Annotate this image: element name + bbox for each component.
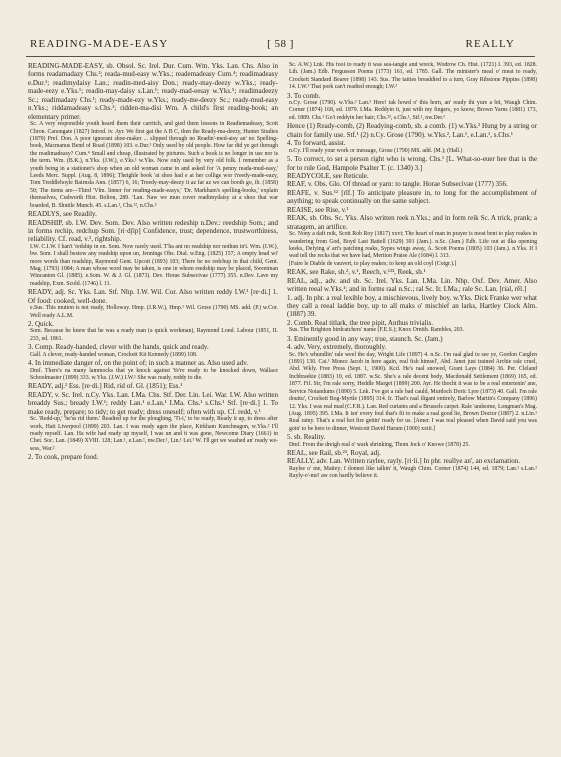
entry-quotation: I.W. C.I.W. I han't 'redship in en. Som. Now rarely used. T'ha ant no readship nor nothun in't. Wm. (I.W.), bw. Som. I shall bestow any readship upon un, Jennings Obs. Dial. w.Eng. (1825) 157; A empty head wi' more words than readship, Raymond Gent. Upcott (1893) 103; There be no redchup in that child, Gent. Mag. (1793) 1084; A man whose word may be taken, is one in whom reedship may be placed, Sweetman Wincanton Gl. (1885). e.Som. W. & J. Gl. (1873). Dev. Horae Subsecivae (1777) 355. n.Dev. Lave my readship, Exm. Scold. (1746) l. 11. xyxy=(30,243,278,287)
entry-quotation: Sus. The Brighton birdcatchers' name (F.E.S.); Knox Ornith. Rambles, 203. xyxy=(289,327,465,334)
entry-quotation: Raylee o' me, Mattey; I donnot like talkin' it, Waugh Chim. Corner (1874) 144, ed. 1879; Lan.¹ s.Lan.¹ Rayly-o'-me! aw con hardly believe it. xyxy=(289,465,537,480)
dictionary-entry: REAFE, v. Sus.¹² [rīf.] To anticipate pleasure in, to long for the accomplishment of anything; to speak continually on the same subject. xyxy=(287,188,537,206)
header-page-number: [ 58 ] xyxy=(267,38,294,50)
dictionary-entry: READY, adj. Sc. Yks. Lan. Stf. Nhp. I.W. Wil. Cor. Also written reddy I.W.¹ [re·di.] 1. Of food: cooked, well-done. xyxy=(28,288,278,305)
dictionary-entry: 4. adv. Very, extremely, thoroughly. xyxy=(287,343,387,352)
dictionary-entry: READING-MADE-EASY, sb. Obsol. Sc. Irel. Dur. Cum. Wm. Yks. Lan. Chs. Also in forms readamadazy Chs.²; reada-mud-easy w.Yks.; reademadeasy Cum.⁴; readimadeasy e.Dur.¹; readimydaisy Lan.; readin-med-aisy Don.; ready-may-deezy w.Yks.; ready-made-eezy e.Yks.¹; readin-may-daisy s.Lan.¹; ready-mad-eesay w.Yks.⁵; readimadeezy Sc.; readimadazy Chs.¹; ready-made-ezy w.Yks.; ready-me-deezy Sc.; ready-mud-easy n.Yks.; riddamadeasy s.Chs.¹; ridden-ma-disi Wm. A child's first reading-book; an elementary primer. xyxy=(28,62,278,121)
right-column xyxy=(287,62,537,748)
dictionary-entry: Hence (1) Ready-comb, (2) Readying-comb, sb. a comb. (1) w.Yks.² Hung by a string or chain for family use. Stf.¹ (2) n.Cy. Grose (1790). w.Yks.², Lan.¹, e.Lan.¹, s.Chs.¹ xyxy=(287,122,537,139)
header-left-headword: READING-MADE-EASY xyxy=(30,38,169,50)
header-right-headword: REALLY xyxy=(465,38,515,50)
dictionary-entry: 2. Comb. Real titlark, the tree pipit, Anthus trivialis. xyxy=(287,318,434,327)
dictionary-entry: READY, adj.² Ess. [re·di.] Rid, rid of. Gl. (1851); Ess.¹ xyxy=(28,382,183,391)
entry-quotation: Sc. He's whundlin' rale weel the day, Wright Life (1897) 4. n.Sc. I'm raal glad to see ye, Gordon Carglen (1891) 130. Cai.¹ Monce Jacob in here again, real fish himsel', Abd. Janet just trained Archie rale cruel, Abd. Wkly. Free Press (Sept. 1, 1900). Kcd. He's raal snowed, Grant Lays (1884) 36. Per. Cleland Inchbraekie (1883) 10, ed. 1887. w.Sc. She's a rale decent body, Macdonald Settlement (1869) 165, ed. 1877. Fif. Sir, I'm rale sorry, Heddle Marget (1899) 200. Ayr. He thocht it was to be a real entertenin' ane, Service Notandums (1890) 5. Lnk. I've got a rale bad cauld, Murdoch Doric Lyre (1873) 40. Gall. I'm rale douttu', Crockett Bog-Myrtle (1895) 314. Ir. That's raal iligant entirely, Barlow Martin's Company (1896) 12. Yks. I was real mad (C.F.R.). Lan. Red curtains and a Brussels carpet. Rale 'andsome, Longman's Mag. (Aug. 1895) 395. I.Ma. It isn' every foul that's fit to make a raal good lie, Brown Doctor (1887) 2. n.Lin.¹ Real rainy. That's a real hot fire gettin' ready for us. [Amer. I was real pleased when David said you was goin' to be here to dinner, Westcott David Harum (1900) xxiii.] xyxy=(289,351,537,432)
running-header xyxy=(26,38,535,56)
dictionary-entry: REAL, adj., adv. and sb. Sc. Irel. Yks. Lan. I.Ma. Lin. Nhp. Oxf. Dev. Amer. Also written reeal w.Yks.¹; and in forms raal n.Sc.; ral Sc. Ir. I.Ma.; rale Sc. Lan. [rial, rēl.] xyxy=(287,276,537,294)
dictionary-entry: 5. sb. Reality. xyxy=(287,433,326,442)
entry-quotation: Sc. Nony a daft reik, Scott Rob Roy (1817) xxvi; The heart of man in prayer is most bent to play reakes in wandering from God, Boyd Last Battell (1629) 391 (Jam.). n.Sc. (Jam.) Edb. Life out at ilka opening keeks, Defying a' art's patching reaks, Sypes wings away, A. Scott Poems (1805) 103 (Jam.). n.Yks. If I wad tell the recks that we have had, Meriton Praise Ale (1684) l. 313. xyxy=(289,231,537,260)
dictionary-entry: 5. To correct, to set a person right who is wrong. Chs.¹ [L. What-so-euer hee that is the for to rule God, Hampole Psalter T. (c. 1340) 3.] xyxy=(287,155,537,172)
entry-quotation: Dmf. There's na many lammocks that ye knock against Ye're ready to be knocked down, Wallace Schoolmaster (1899) 333. w.Yks. (J.W.) I.W.¹ She was ready, reddy to die. xyxy=(30,367,278,381)
entry-quotation: Sc. A.W.) Lnk. His fool to ready it was sea-tangle and wreck, Wodrow Ch. Hist. (1721) I. 393, ed. 1828. Lth. (Jam.) Edb. Fergusson Poems (1773) 161, ed. 1785. Gall. The minister's meal o' meat to ready, Crockett Standard Bearer (1898) 143. Sus. The tatties breaddied to a turn, Gray Ribstone Pippins (1898) 14. I.W.¹ That pork can't readied enough; I.W.² xyxy=(289,62,537,91)
dictionary-entry: 2. Quick. xyxy=(28,320,54,329)
entry-quotation: Gall. A clever, ready-handed woman, Crockett Kit Kennedy (1899) 108. xyxy=(30,351,198,358)
entry-quotation: Dmf. From the dreigh real o' wark shrinking, Thom Jock o' Knowe (1878) 25. xyxy=(289,441,470,448)
dictionary-entry: REAL, see Rail, sb.²³, Royal, adj. xyxy=(287,448,381,457)
entry-quotation: [Faire le Diable de vauvert, to play reakes; to keep an old coyl (Cotgr.).] xyxy=(289,260,457,267)
dictionary-entry: 3. Eminently good in any way; true, staunch. Sc. (Jam.) xyxy=(287,334,443,343)
dictionary-entry: 2. To cook, prepare food. xyxy=(28,453,99,462)
left-column xyxy=(28,62,278,748)
dictionary-entry: READY, v. Sc. Irel. n.Cy. Yks. Lan. I.Ma. Chs. Stf. Der. Lin. Lei. War. I.W. Also written breaddy Sus.; bready I.W.¹; reddy Lan.¹ e.Lan.¹ I.Ma. Chs.¹ s.Chs.¹ Stf. [re·di.] 1. To make ready, prepare; to tidy; to get ready; dress oneself; often with up. Cf. redd, v.¹ xyxy=(28,390,278,416)
entry-quotation: e.Sus. This mutton is not ready, Holloway. Hmp. (J.R.W.), Hmp.¹ Wil. Grose (1790) MS. add. (P.) w.Cor. Well ready A.L.M. xyxy=(30,305,278,319)
entry-quotation: Sc. 'Redd-up,' 'he'ss rid them.' Readied up for the ploughing, 'Ti-i,' to be ready, Ready it up, to dress after work, Hatt Liverpool (1899) 203. Lan. I was ready agen the place, Kirkham Kunchnagon, w.Yks.² I'll ready myself. Lan. Ha wife had ready up myself, I was un and it was gone, Newcome Diary (1661) in Chet. Soc. Lan. (1849) XVIII. 128; Lan.¹, e.Lan.¹, nw.Der.¹, Lin.¹ Lei.¹ W. I'll get we washed an' ready we-sess, War.² xyxy=(30,416,278,452)
dictionary-entry: 1. adj. In phr. a real lexible boy, a mischievous, lively boy. w.Yks. Dick Franke wer what they call a reeal laddie boy, up to all maks o' mischief an larks, Hartley Clock Alm. (1887) 39. xyxy=(287,293,537,319)
entry-quotation: Sc. A very responsible youth heard them their carritch, and gied them lessons in Readiemadeasy, Scott Chron. Canongate (1827) Introd. iv. Ayr. We first gat the A B C, then the Ready-ma-deezy, Hunter Studies (1870) Pref. Don. A poor ignorant shoe-maker ... slipped through no Readin'-med-aisy an' no Spelling-book, Macmanus Bend of Road (1898) 103. e.Dur.¹ Only used by old people. How far did ye get through the readimadeasy? Cum.⁴ Small and cheap, illustrated by pictures. Such a book is no longer in use nor is the term. Wm. (B.K.), n.Yks. (J.W.), e.Yks.¹ w.Yks. Now only used by very old folk. I remember as a youth being in a stationer's shop when an old woman came in and asked for 'A penny reada-mud-easy,' Leeds Merc. Suppl. (Aug. 8, 1896); Theighle book 'at shoo had e at her collige wor t'reedy-made-eazy, Tom Treddlehoyle Bairnsla Ann. (1857) 6, 16; Treedy-may-deezy it az far az we can booth go, ib. (1858) 50; The items are—Third 'Vlm. linner for reading-made-easys,' 'Dr. Markham's spelling-books,' explain themselves, Cudworth Hist. Bolton, 289. 'Lan. Naw we mun cover readimydaisy at a shoo that war boarded, B. Shuttle Munch. 45. s.Lan.¹, Chs.¹², n.Chs.³ xyxy=(30,121,278,209)
dictionary-entry: 3. Comp. Ready-handed, clever with the hands, quick and ready. xyxy=(28,343,209,352)
entry-quotation: n.Cy. Grose (1790). w.Yks.² Lan.³ Here! tak howd o' this horn, an' ready thi yure a bit, Waugh Chim. Corner (1874) 168, ed. 1879. I.Ma. Reddyin it, just with my fingers, yo know, Brown Yarns (1881) 173, ed. 1889. Chs.¹ Go't reddyin her hair; Chs.²³, s.Chs.¹, Stf.¹, nw.Der.¹ xyxy=(289,100,537,121)
dictionary-entry: READSHIP, sb. I.W. Dev. Som. Dev. Also written redeship n.Dev.: reedship Som.; and in forms rechip, redchup Som. [ri·dʃip] Confidence, trust; dependence, trustworthiness, reliability. Cf. read, v.², rightship. xyxy=(28,218,278,244)
entry-quotation: n.Cy. I'll ready your work or message, Grose (1790) MS. add. (M.); (Hall.) xyxy=(289,147,463,154)
dictionary-entry: 4. In immediate danger of, on the point of; in such a manner as. Also used adv. xyxy=(28,359,248,368)
dictionary-entry: REAK, sb. Obs. Sc. Yks. Also written reek n.Yks.; and in form reik Sc. A trick, prank; a stratagem, an artifice. xyxy=(287,214,537,231)
dictionary-entry: READLYS, see Readily. xyxy=(28,210,97,219)
dictionary-entry: REAISE, see Rise, v.¹ xyxy=(287,205,349,214)
dictionary-entry: READYCOLE, see Reticule. xyxy=(287,171,369,180)
header-rule xyxy=(26,56,535,57)
entry-quotation: Som. Because he knew that he was a ready man (a quick workman), Raymond Lond. Labour (1851, II. 233, ed. 1861. xyxy=(30,328,278,342)
dictionary-entry: 3. To comb. xyxy=(287,91,321,100)
dictionary-entry: REAF, v. Obs. Glo. Of thread or yarn: to tangle. Horae Subsecivae (1777) 356. xyxy=(287,180,508,189)
dictionary-entry: REAK, see Rake, sb.², v.¹, Reech, v.¹²³, Reek, sb.¹ xyxy=(287,268,426,277)
dictionary-entry: REALLY, adv. Lan. Written raylee, rayly. [ri·li.] In phr. reallye an', an exclamation. xyxy=(287,457,520,466)
dictionary-entry: 4. To forward, assist. xyxy=(287,139,346,148)
